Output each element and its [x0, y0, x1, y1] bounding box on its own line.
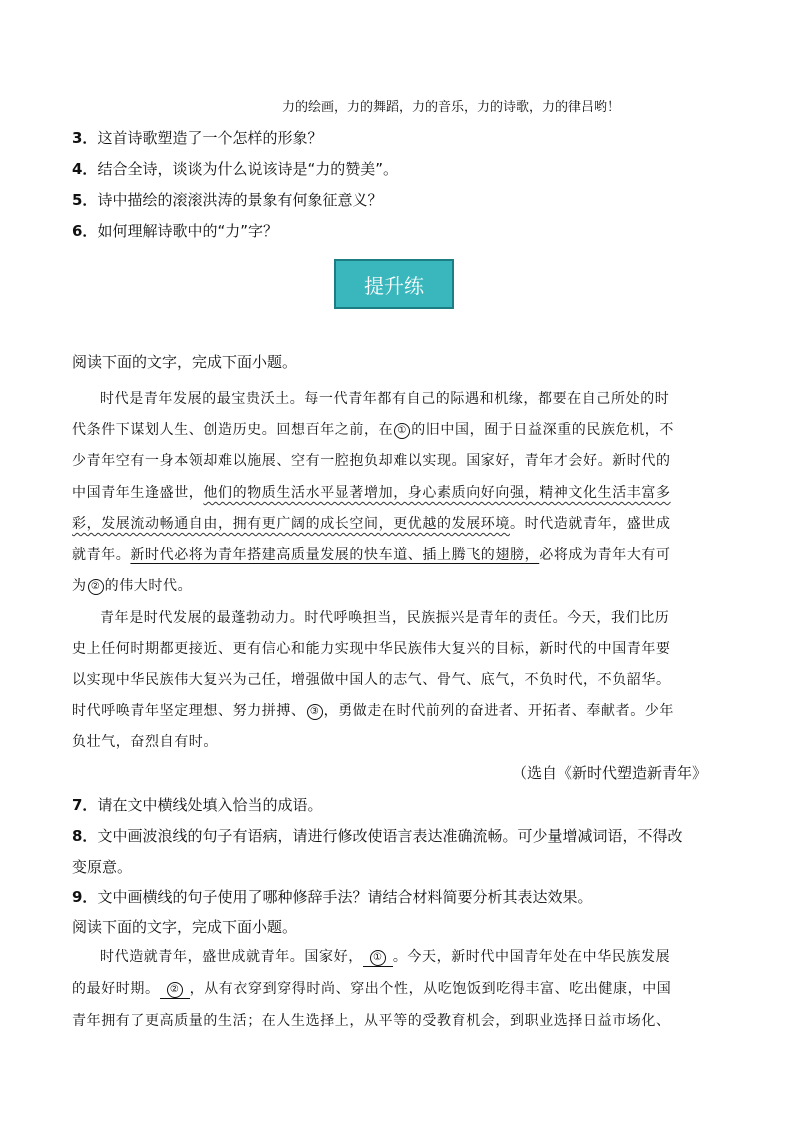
question-4 [72, 158, 398, 179]
question-3 [72, 127, 322, 148]
poem-line: 力的绘画，力的舞蹈，力的音乐，力的诗歌，力的律吕哟！ [282, 100, 621, 115]
wavy-underlined-sentence: 彩，发展流动畅通自由，拥有更广阔的成长空间，更优越的发展环境 [72, 516, 510, 532]
question-9 [72, 886, 592, 907]
passage-text: 。今天，新时代中国青年处在中华民族发展 [392, 949, 671, 965]
passage-line: 少青年空有一身本领却难以施展、空有一腔抱负却难以实现。国家好，青年才会好。新时代的 [72, 453, 671, 469]
reading-instruction-2: 阅读下面的文字，完成下面小题。 [72, 918, 298, 936]
passage-text: 的最好时期。 [72, 981, 160, 997]
passage-text: 为 [72, 578, 87, 594]
passage-line [72, 575, 192, 595]
blank-marker-1: ① [370, 950, 386, 966]
question-8-continued [72, 856, 132, 877]
passage-text: ，从有衣穿到穿得时尚、穿出个性，从吃饱饭到吃得丰富、吃出健康，中国 [189, 981, 672, 997]
fill-blank-1 [363, 949, 393, 967]
passage-line: 以实现中华民族伟大复兴为己任，增强做中国人的志气、骨气、底气，不负时代，不负韶华。 [72, 672, 671, 688]
reading-instruction: 阅读下面的文字，完成下面小题。 [72, 353, 298, 371]
question-text: 请在文中横线处填入恰当的成语。 [97, 796, 323, 814]
passage2-line [100, 946, 670, 967]
question-text: 结合全诗，谈谈为什么说该诗是“力的赞美”。 [97, 160, 398, 178]
question-number: 4． [72, 160, 98, 178]
passage-text: 的伟大时代。 [104, 578, 193, 594]
question-number: 5． [72, 191, 98, 209]
passage-text: 代条件下谋划人生、创造历史。回想百年之前，在 [72, 422, 394, 438]
question-text: 诗中描绘的滚滚洪涛的景象有何象征意义？ [97, 191, 383, 209]
passage-line [72, 482, 671, 502]
question-8 [72, 825, 682, 846]
blank-marker-2: ② [167, 982, 183, 998]
blank-marker-3: ③ [307, 704, 323, 720]
passage-text: 必将成为青年大有可 [539, 547, 671, 563]
source-citation: （选自《新时代塑造新青年》 [512, 764, 708, 782]
question-5 [72, 189, 382, 210]
passage-text: ，勇做走在时代前列的奋进者、开拓者、奉献者。少年 [323, 703, 675, 719]
passage-text: 就青年。 [72, 547, 131, 563]
passage-text: 时代造就青年，盛世成就青年。国家好， [100, 949, 363, 965]
question-7 [72, 794, 322, 815]
passage-line [72, 544, 671, 564]
passage-line: 时代是青年发展的最宝贵沃土。每一代青年都有自己的际遇和机缘，都要在自己所处的时 [100, 391, 670, 407]
question-number: 6． [72, 222, 98, 240]
question-6 [72, 220, 278, 241]
question-text: 文中画波浪线的句子有语病，请进行修改使语言表达准确流畅。可少量增减词语，不得改 [97, 827, 683, 845]
passage-line [72, 700, 674, 720]
passage-text: 。时代造就青年，盛世成 [510, 516, 671, 532]
passage2-line [72, 978, 671, 999]
passage-line: 史上任何时期都更接近、更有信心和能力实现中华民族伟大复兴的目标，新时代的中国青年要 [72, 641, 671, 657]
blank-marker-2: ② [88, 579, 104, 595]
fill-blank-2 [160, 981, 190, 999]
question-number: 3． [72, 129, 98, 147]
question-text: 变原意。 [72, 858, 133, 876]
passage-text: 时代呼唤青年坚定理想、努力拼搏、 [72, 703, 306, 719]
passage-line [72, 419, 674, 439]
blank-marker-1: ① [394, 423, 410, 439]
passage-line: 负壮气，奋烈自有时。 [72, 734, 218, 750]
passage-text: 中国青年生逢盛世， [72, 485, 204, 501]
passage-line: 青年是时代发展的最蓬勃动力。时代呼唤担当，民族振兴是青年的责任。今天，我们比历 [100, 610, 670, 626]
passage2-line: 青年拥有了更高质量的生活；在人生选择上，从平等的受教育机会，到职业选择日益市场化、 [72, 1013, 671, 1029]
question-number: 8． [72, 827, 98, 845]
passage-text: 的旧中国，囿于日益深重的民族危机，不 [411, 422, 675, 438]
question-text: 这首诗歌塑造了一个怎样的形象？ [97, 129, 323, 147]
question-text: 文中画横线的句子使用了哪种修辞手法？请结合材料简要分析其表达效果。 [97, 888, 593, 906]
passage-line [72, 513, 671, 533]
question-number: 9． [72, 888, 98, 906]
question-number: 7． [72, 796, 98, 814]
question-text: 如何理解诗歌中的“力”字？ [97, 222, 278, 240]
section-banner: 提升练 [334, 259, 454, 309]
underlined-sentence: 新时代必将为青年搭建高质量发展的快车道、插上腾飞的翅膀， [130, 547, 540, 563]
wavy-underlined-sentence: 他们的物质生活水平显著增加，身心素质向好向强，精神文化生活丰富多 [203, 485, 671, 501]
